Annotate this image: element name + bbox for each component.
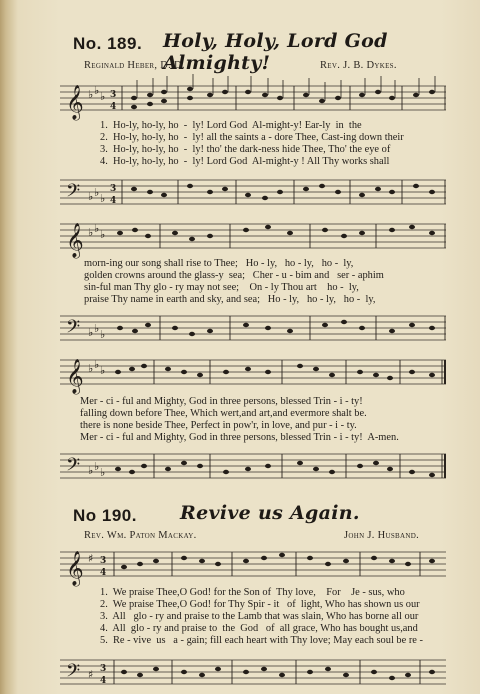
hymn-composer: John J. Husband. [344,530,420,541]
svg-text:3: 3 [110,184,117,194]
bass-staff [60,170,446,212]
bass-staff [60,650,446,694]
hymn-composer: Rev. J. B. Dykes. [320,60,397,71]
bass-clef-icon: 𝄢 [66,317,81,342]
lyric-line: morn-ing our song shall rise to Thee; Ho - ly, ho - ly, ho - ly, [84,258,354,269]
lyric-line: sin-ful man Thy glo - ry may not see; On - ly Thou art ho - ly, [84,282,359,293]
lyric-line: 3. Ho-ly, ho-ly, ho - ly! tho' the dark-ness hide Thee, Tho' the eye of [100,144,391,155]
lyric-line: 3. All glo - ry and praise to the Lamb that was slain, Who has borne all our [100,611,419,622]
svg-text:♯: ♯ [88,668,94,681]
svg-text:♭: ♭ [100,192,106,205]
lyric-line: 1. Ho-ly, ho-ly, ho - ly! Lord God Al-might-y! Ear-ly in the [100,120,362,131]
hymn-author: Reginald Heber, D. D. [84,60,185,71]
lyric-line: there is none beside Thee, Perfect in pow'r, in love, and pur - i - ty. [80,420,357,431]
svg-text:♭: ♭ [88,190,94,203]
svg-text:♯: ♯ [88,552,94,565]
svg-text:♭: ♭ [88,464,94,477]
lyric-line: 2. We praise Thee,O God! for Thy Spir - it of light, Who has shown us our [100,599,420,610]
bass-clef-icon: 𝄢 [66,661,81,686]
treble-staff [60,214,446,258]
lyric-line: Mer - ci - ful and Mighty, God in three persons, blessed Trin - i - ty! [80,396,363,407]
svg-text:♭: ♭ [100,328,106,341]
lyric-line: 2. Ho-ly, ho-ly, ho - ly! all the saints a - dore Thee, Cast-ing down their [100,132,404,143]
hymn-author: Rev. Wm. Paton Mackay. [84,530,197,541]
bass-clef-icon: 𝄢 [66,455,81,480]
svg-text:♭: ♭ [94,222,100,235]
hymn-number: No 190. [73,506,137,525]
svg-text:♭: ♭ [88,88,94,101]
bass-staff [60,306,446,348]
svg-text:♭: ♭ [100,364,106,377]
svg-text:3: 3 [100,664,107,674]
lyric-line: 1. We praise Thee,O God! for the Son of Thy love, For Je - sus, who [100,587,405,598]
svg-text:♭: ♭ [94,84,100,97]
lyric-line: golden crowns around the glass-y sea; Cher - u - bim and ser - aphim [84,270,384,281]
treble-staff [60,350,446,394]
svg-text:4: 4 [100,568,107,578]
svg-text:♭: ♭ [100,90,106,103]
treble-clef-icon: 𝄞 [66,359,84,394]
lyric-line: Mer - ci - ful and Mighty, God in three persons, blessed Trin - i - ty! A-men. [80,432,399,443]
svg-text:4: 4 [110,196,117,206]
svg-text:♭: ♭ [100,228,106,241]
treble-staff [60,542,446,586]
hymn-title: Revive us Again. [180,502,360,524]
lyric-line: praise Thy name in earth and sky, and sea; Ho - ly, ho - ly, ho - ly, [84,294,376,305]
hymn-number: No. 189. [73,34,143,53]
svg-text:♭: ♭ [88,362,94,375]
svg-text:♭: ♭ [94,186,100,199]
treble-clef-icon: 𝄞 [66,85,84,120]
lyric-line: 4. Ho-ly, ho-ly, ho - ly! Lord God Al-might-y ! All Thy works shall [100,156,390,167]
svg-text:3: 3 [110,90,117,100]
svg-text:♭: ♭ [88,226,94,239]
lyric-line: 4. All glo - ry and praise to the God of all grace, Who has bought us,and [100,623,418,634]
bass-clef-icon: 𝄢 [66,181,81,206]
staff-lines [60,86,446,110]
svg-text:♭: ♭ [94,322,100,335]
lyric-line: 5. Re - vive us a - gain; fill each heart with Thy love; May each soul be re - [100,635,423,646]
svg-text:♭: ♭ [88,326,94,339]
svg-text:♭: ♭ [100,466,106,479]
svg-text:♭: ♭ [94,460,100,473]
bass-staff [60,444,446,488]
svg-text:4: 4 [110,102,117,112]
lyric-line: falling down before Thee, Which wert,and art,and evermore shalt be. [80,408,367,419]
treble-clef-icon: 𝄞 [66,551,84,586]
treble-clef-icon: 𝄞 [66,223,84,258]
svg-text:4: 4 [100,676,107,686]
treble-staff [60,76,446,120]
svg-text:♭: ♭ [94,358,100,371]
hymn-title: Holy, Holy, Lord God Almighty! [163,30,388,74]
svg-text:3: 3 [100,556,107,566]
